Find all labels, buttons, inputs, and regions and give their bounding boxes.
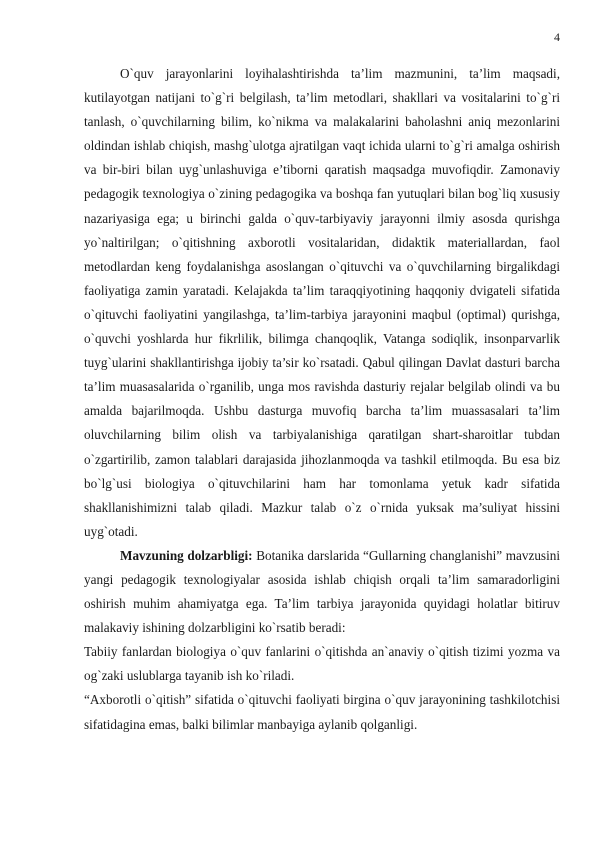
page-number: 4 — [554, 30, 560, 44]
document-body — [84, 62, 560, 737]
relevance-paragraph — [84, 544, 560, 640]
intro-paragraph: O`quv jarayonlarini loyihalashtirishda ta’lim mazmunini, ta’lim maqsadi, kutilayotgan natijani to`g`ri belgilash, ta’lim metodlari, shakllari va vositalarini to`g`ri tanlash, o`quvchilarning bilim, ko`nikma va malakalarini baholashni aniq mezonlarini oldindan ishlab chiqish, mashg`ulotga ajratilgan vaqt ichida ularni to`g`ri amalga oshirish va bir-biri bilan uyg`unlashuviga e’tiborni qaratish maqsadga muvofiqdir. Zamonaviy pedagogik texnologiya o`zining pedagogika va boshqa fan yutuqlari bilan bog`liq xususiy nazariyasiga ega; u birinchi galda o`quv-tarbiyaviy jarayonni ilmiy asosda qurishga yo`naltirilgan; o`qitishning axborotli vositalaridan, didaktik materiallardan, faol metodlardan keng foydalanishga asoslangan o`qituvchi va o`quvchilarning birgalikdagi faoliyatiga zamin yaratadi. Kelajakda ta’lim taraqqiyotining haqqoniy dvigateli sifatida o`qituvchi faoliyatini yangilashga, ta’lim-tarbiya jarayonini maqbul (optimal) qurishga, o`quvchi yoshlarda hur fikrlilik, bilimga chanqoqlik, Vatanga sodiqlik, insonparvarlik tuyg`ularini shakllantirishga ijobiy ta’sir ko`rsatadi. Qabul qilingan Davlat dasturi barcha ta’lim muasasalarida o`rganilib, unga mos ravishda dasturiy rejalar belgilab olindi va bu amalda bajarilmoqda. Ushbu dasturga muvofiq barcha ta’lim muassasalari ta’lim oluvchilarning bilim olish va tarbiyalanishiga qaratilgan shart-sharoitlar tubdan o`zgartirilib, zamon talablari darajasida jihozlanmoqda va tashkil etilmoqda. Bu esa biz bo`lg`usi biologiya o`qituvchilarini ham har tomonlama yetuk kadr sifatida shakllanishimizni talab qiladi. Mazkur talab o`z o`rnida yuksak ma’suliyat hissini uyg`otadi. — [84, 66, 560, 539]
point-paragraph-1: Tabiiy fanlardan biologiya o`quv fanlarini o`qitishda an`anaviy o`qitish tizimi yozma va og`zaki uslublarga tayanib ish ko`riladi. — [84, 644, 560, 684]
relevance-body: Botanika darslarida “Gullarning changlanishi” mavzusini yangi pedagogik texnologiyalar asosida ishlab chiqish orqali ta’lim samaradorligini oshirish muhim ahamiyatga ega. Ta’lim tarbiya jarayonida quyidagi holatlar bitiruv malakaviy ishining dolzarbligini ko`rsatib beradi: — [84, 547, 560, 636]
point-paragraph-2: “Axborotli o`qitish” sifatida o`qituvchi faoliyati birgina o`quv jarayonining tashkilotchisi sifatidagina emas, balki bilimlar manbayiga aylanib qolganligi. — [84, 692, 560, 732]
relevance-heading: Mavzuning dolzarbligi: — [120, 547, 253, 563]
